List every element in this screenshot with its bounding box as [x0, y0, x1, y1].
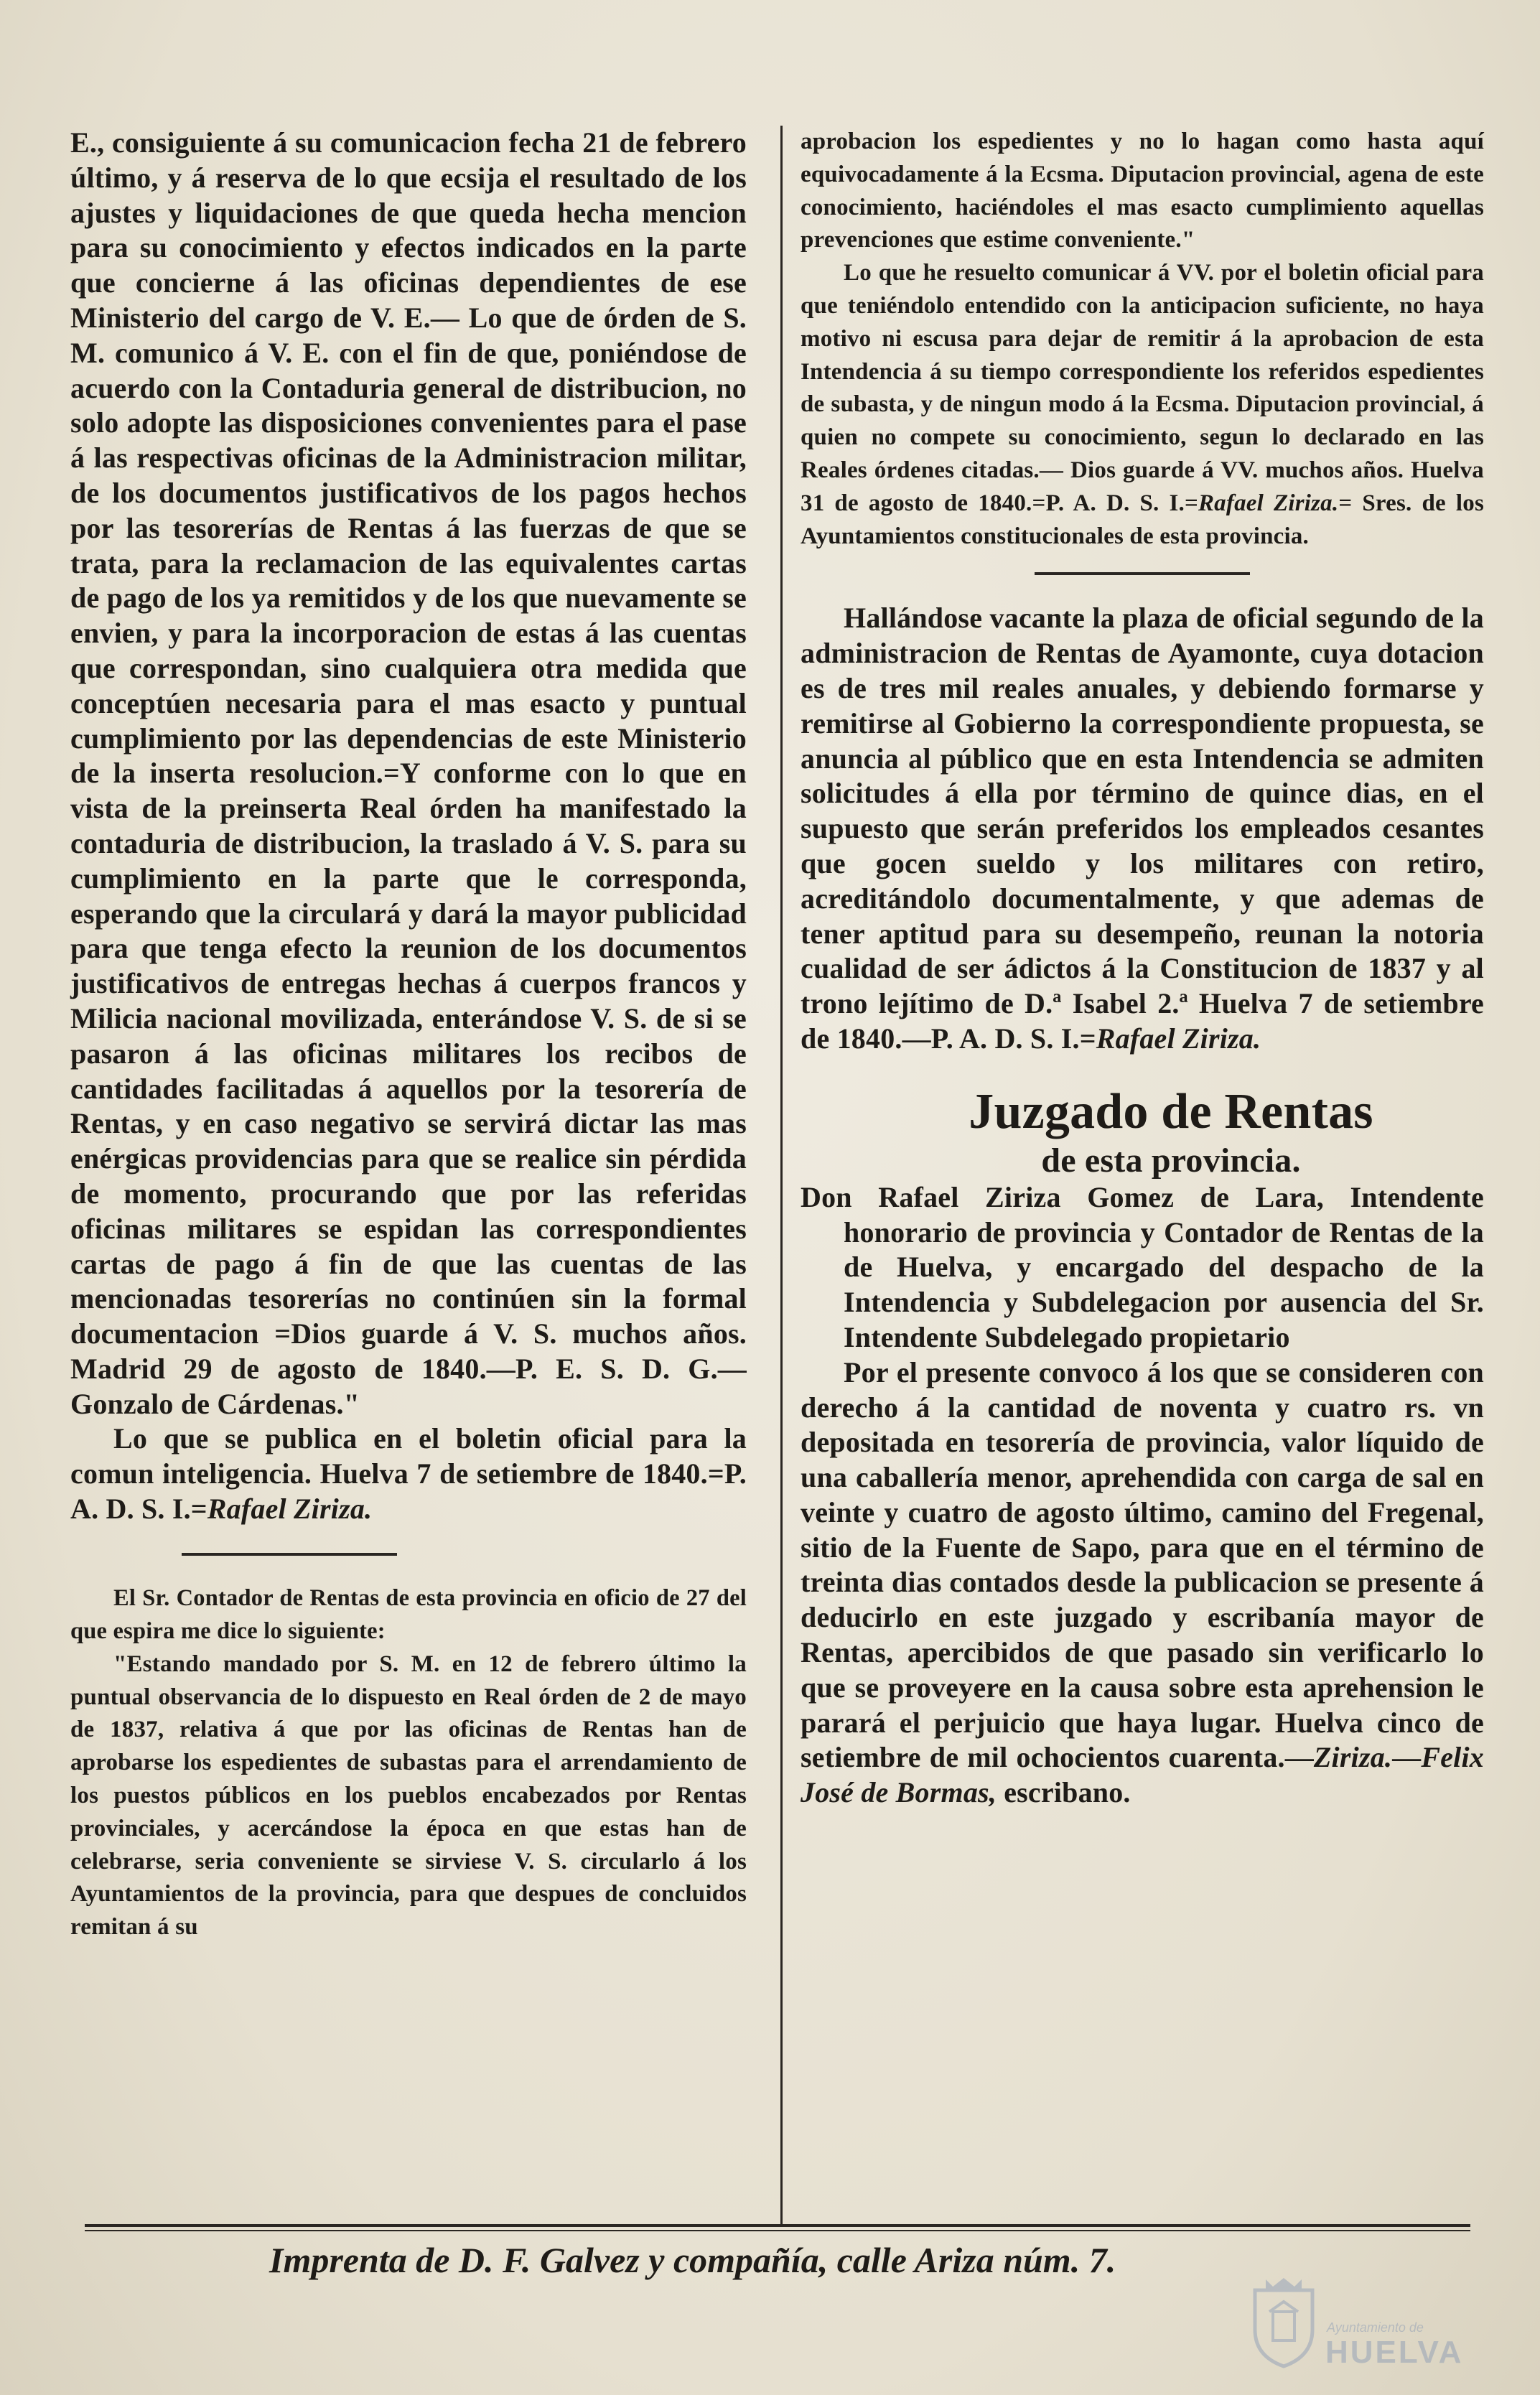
- watermark-small-text: Ayuntamiento de: [1327, 2320, 1424, 2335]
- right-paragraph-3-text: Hallándose vacante la plaza de oficial segundo de la administracion de Rentas de Ayamonte, cuya dotacion es de tres mil reales anuales, y debiendo formarse y remitirse al Gobierno la correspondiente propuesta, se anuncia al público que en esta Intendencia se admiten solicitudes á ella por término de quince dias, en el supuesto que serán preferidos los empleados cesantes que gocen sueldo y los militares con retiro, acreditándolo documentalmente, y que ademas de tener aptitud para su desempeño, reunan la notoria cualidad de ser ádictos á la Constitucion de 1837 y al trono lejítimo de D.ª Isabel 2.ª Huelva 7 de setiembre de 1840.—P. A. D. S. I.=: [801, 602, 1484, 1055]
- watermark-logo: [1248, 2276, 1485, 2369]
- left-section-divider: [182, 1553, 397, 1556]
- section-subtitle: de esta provincia.: [1041, 1141, 1301, 1180]
- right-paragraph-2-signature: Rafael Ziriza.: [1198, 490, 1339, 516]
- left-paragraph-2-signature: Rafael Ziriza.: [207, 1493, 373, 1526]
- right-paragraph-1: aprobacion los espedientes y no lo hagan como hasta aquí equivocadamente á la Ecsma. Diputacion provincial, agena de este conocimiento, haciéndoles el mas esacto cumplimiento aquellas prevenciones que estime conveniente.": [801, 129, 1484, 253]
- right-section-divider: [1035, 572, 1250, 575]
- right-paragraph-2-tail: = Sres. de los Ayuntamientos constitucionales de esta provincia.: [801, 490, 1485, 549]
- section-title: Juzgado de Rentas: [969, 1083, 1373, 1139]
- right-paragraph-5-signature-2: Felix José de Bormas,: [801, 1741, 1484, 1809]
- right-paragraph-3: [801, 601, 1484, 1056]
- right-paragraph-2: [801, 257, 1484, 553]
- watermark-big-text: HUELVA: [1325, 2335, 1464, 2370]
- right-paragraph-5-signature-1: Ziriza.: [1313, 1741, 1393, 1774]
- right-paragraph-3-signature: Rafael Ziriza.: [1096, 1022, 1261, 1055]
- right-column: [801, 126, 1484, 1811]
- left-paragraph-2: [70, 1421, 747, 1526]
- printer-imprint: Imprenta de D. F. Galvez y compañía, calle Ariza núm. 7.: [269, 2240, 1116, 2280]
- right-paragraph-5-separator: —: [1392, 1741, 1422, 1774]
- right-paragraph-2-text: Lo que he resuelto comunicar á VV. por el boletin oficial para que teniéndolo entendido con la anticipacion suficiente, no haya motivo ni escusa para dejar de remitir á la aprobacion de esta Intendencia á su tiempo correspondiente los referidos espedientes de subasta, y de ningun modo á la Ecsma. Diputacion provincial, á quien no compete su conocimiento, segun lo declarado en las Reales órdenes citadas.— Dios guarde á VV. muchos años. Huelva 31 de agosto de 1840.=P. A. D. S. I.=: [801, 260, 1484, 516]
- footer-rule: [85, 2224, 1470, 2227]
- left-paragraph-1: E., consiguiente á su comunicacion fecha 21 de febrero último, y á reserva de lo que ecsija el resultado de los ajustes y liquidaciones de que queda hecha mencion para su conocimiento y efectos indicados en la parte que concierne á las oficinas dependientes de ese Ministerio del cargo de V. E.— Lo que de órden de S. M. comunico á V. E. con el fin de que, poniéndose de acuerdo con la Contaduria general de distribucion, no solo adopte las disposiciones convenientes para el pase á las respectivas oficinas de la Administracion militar, de los documentos justificativos de los pagos hechos por las tesorerías de Rentas á las fuerzas de que se trata, para la reclamacion de las equivalentes cartas de pago de los ya remitidos y de los que nuevamente se envien, y para la incorporacion de estas á las cuentas que correspondan, sino cualquiera otra medida que conceptúen necesaria para el mas esacto y puntual cumplimiento por las dependencias de este Ministerio de la inserta resolucion.=Y conforme con lo que en vista de la preinserta Real órden ha manifestado la contaduria de distribucion, la traslado á V. S. para su cumplimiento en la parte que le corresponda, esperando que la circulará y dará la mayor publicidad para que tenga efecto la reunion de los documentos justificativos de entregas hechas á cuerpos francos y Milicia nacional movilizada, enterándose V. S. de si se pasaron á las oficinas militares los recibos de cantidades facilitadas á aquellos por la tesorería de Rentas, y en caso negativo se servirá dictar las mas enérgicas providencias para que se realice sin pérdida de momento, procurando que por las referidas oficinas militares se espidan las correspondientes cartas de pago á fin de que las cuentas de las mencionadas tesorerías no continúen sin la formal documentacion =Dios guarde á V. S. muchos años. Madrid 29 de agosto de 1840.—P. E. S. D. G.—Gonzalo de Cárdenas.": [70, 126, 747, 1420]
- left-paragraph-3-intro: El Sr. Contador de Rentas de esta provincia en oficio de 27 del que espira me dice lo siguiente:: [70, 1584, 747, 1645]
- right-paragraph-4-heading: Don Rafael Ziriza Gomez de Lara, Intendente honorario de provincia y Contador de Rentas de la de Huelva, y encargado del despacho de la Intendencia y Subdelegacion por ausencia del Sr. Intendente Subdelegado propietario: [801, 1180, 1484, 1353]
- shield-icon: [1248, 2276, 1320, 2369]
- right-paragraph-5-end: escribano.: [997, 1776, 1131, 1809]
- footer-rule-thin: [85, 2230, 1470, 2231]
- right-paragraph-5: [801, 1355, 1484, 1811]
- left-column: [70, 126, 747, 1944]
- left-paragraph-3-quote: "Estando mandado por S. M. en 12 de febrero último la puntual observancia de lo dispuesto en Real órden de 2 de mayo de 1837, relativa á que por las oficinas de Rentas han de aprobarse los espedientes de subastas para el arrendamiento de los puestos públicos en los pueblos encabezados por Rentas provinciales, y acercándose la época en que estas han de celebrarse, seria conveniente se sirviese V. S. circularlo á los Ayuntamientos de la provincia, para que despues de concluidos remitan á su: [70, 1651, 747, 1941]
- column-divider: [780, 126, 783, 2226]
- spacer: [801, 1057, 1484, 1083]
- left-paragraph-2-text: Lo que se publica en el boletin oficial para la comun inteligencia. Huelva 7 de setiembre de 1840.=P. A. D. S. I.=: [70, 1422, 747, 1526]
- right-paragraph-5-text: Por el presente convoco á los que se consideren con derecho á la cantidad de noventa y cuatro rs. vn depositada en tesorería de provincia, valor líquido de una caballería menor, aprehendida con carga de sal en veinte y cuatro de agosto último, camino del Fregenal, sitio de la Fuente de Sapo, para que en el término de treinta dias contados desde la publicacion se presente á deducirlo en este juzgado y escribanía mayor de Rentas, apercibidos de que pasado sin verificarlo lo que se proveyere en la causa sobre esta aprehension le parará el perjuicio que haya lugar. Huelva cinco de setiembre de mil ochocientos cuarenta.—: [801, 1355, 1484, 1774]
